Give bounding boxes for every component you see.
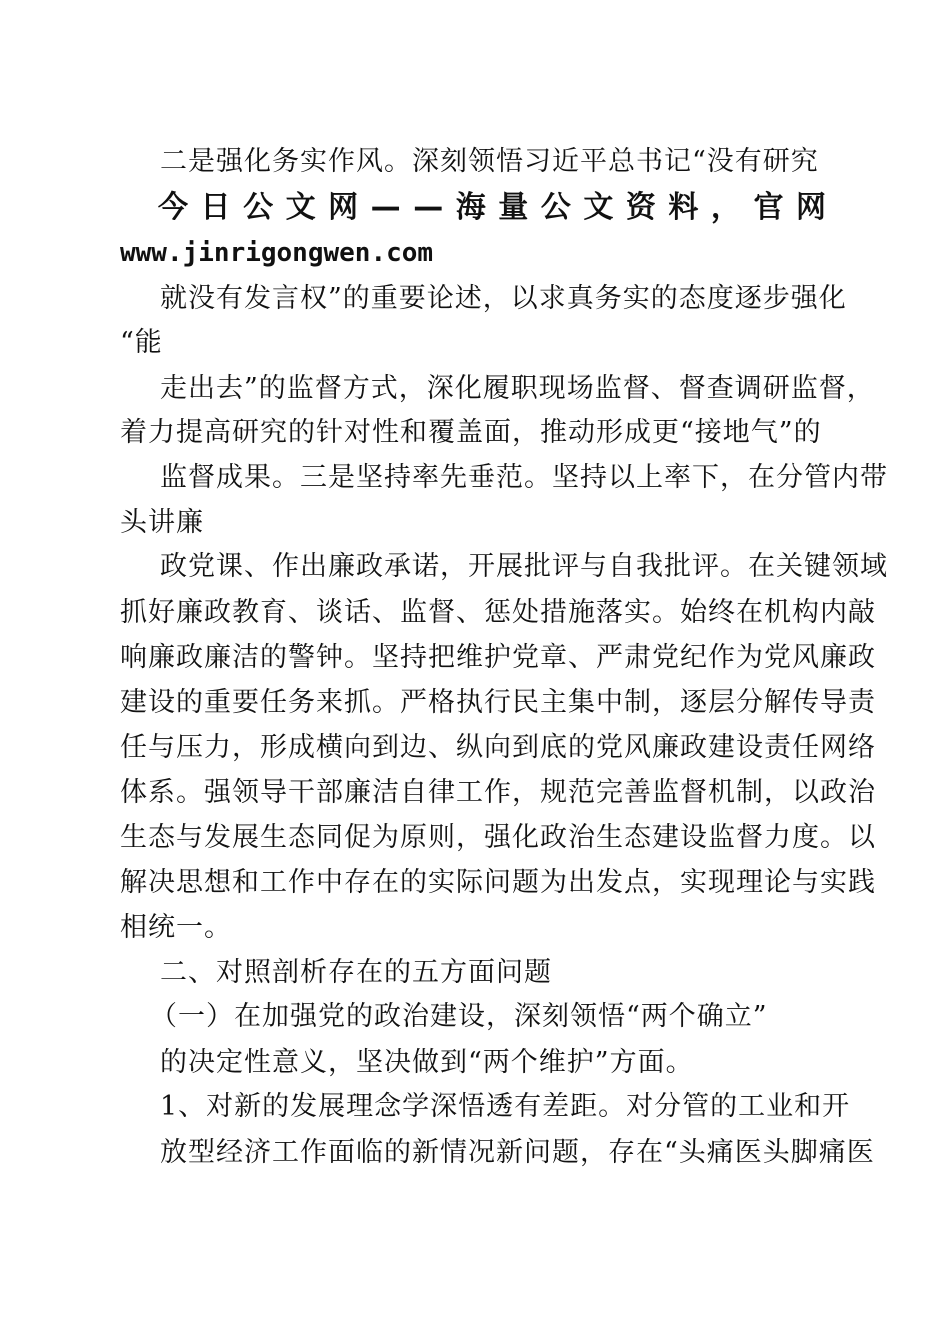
body-text-line-8: 政党课、作出廉政承诺，开展批评与自我批评。在关键领域 — [160, 551, 888, 582]
body-text-line-16: 相统一。 — [120, 912, 232, 943]
watermark-char: 官 — [753, 190, 784, 225]
body-text-line-5: 着力提高研究的针对性和覆盖面，推动形成更“接地气”的 — [120, 417, 822, 448]
watermark-char: 公 — [540, 190, 571, 225]
body-text-line-13: 体系。强领导干部廉洁自律工作，规范完善监督机制，以政治 — [120, 777, 876, 808]
body-text-line-3: “能 — [120, 327, 163, 358]
body-text-line-19: 的决定性意义，坚决做到“两个维护”方面。 — [160, 1047, 694, 1078]
watermark-char: — — [370, 190, 401, 225]
watermark-char: — — [413, 190, 444, 225]
body-text-line-20: 1、对新的发展理念学深悟透有差距。对分管的工业和开 — [160, 1091, 851, 1122]
body-text-line-11: 建设的重要任务来抓。严格执行民主集中制，逐层分解传导责 — [120, 687, 876, 718]
body-text-line-7: 头讲廉 — [120, 507, 204, 538]
watermark-char: 量 — [498, 190, 529, 225]
watermark-char: ， — [710, 190, 741, 225]
watermark-char: 网 — [328, 190, 359, 225]
watermark-char: 料 — [668, 190, 699, 225]
watermark-char: 今 — [158, 190, 188, 225]
section-heading: 二、对照剖析存在的五方面问题 — [160, 957, 552, 988]
watermark-char: 资 — [625, 190, 656, 225]
body-text-line-14: 生态与发展生态同促为原则，强化政治生态建设监督力度。以 — [120, 822, 876, 853]
watermark-char: 海 — [455, 190, 486, 225]
watermark-char: 网 — [795, 190, 826, 225]
body-text-line-10: 响廉政廉洁的警钟。坚持把维护党章、严肃党纪作为党风廉政 — [120, 642, 876, 673]
watermark-url: www.jinrigongwen.com — [120, 238, 434, 268]
watermark-char: 文 — [285, 190, 316, 225]
body-text-line-12: 任与压力，形成横向到边、纵向到底的党风廉政建设责任网络 — [120, 732, 876, 763]
body-text-line-9: 抓好廉政教育、谈话、监督、惩处措施落实。始终在机构内敲 — [120, 597, 876, 628]
subsection-heading: （一）在加强党的政治建设，深刻领悟“两个确立” — [150, 1001, 768, 1032]
body-text-line-15: 解决思想和工作中存在的实际问题为出发点，实现理论与实践 — [120, 867, 876, 898]
body-text-line-6: 监督成果。三是坚持率先垂范。坚持以上率下，在分管内带 — [160, 462, 888, 493]
body-text-line-4: 走出去”的监督方式，深化履职现场监督、督查调研监督， — [160, 373, 875, 404]
watermark-char: 公 — [243, 190, 274, 225]
body-text-line-2: 就没有发言权”的重要论述，以求真务实的态度逐步强化 — [160, 283, 847, 314]
watermark-banner — [158, 188, 826, 228]
watermark-char: 日 — [200, 190, 231, 225]
watermark-char: 文 — [583, 190, 614, 225]
body-text-line-1: 二是强化务实作风。深刻领悟习近平总书记“没有研究 — [160, 146, 819, 177]
body-text-line-21: 放型经济工作面临的新情况新问题，存在“头痛医头脚痛医 — [160, 1137, 875, 1168]
